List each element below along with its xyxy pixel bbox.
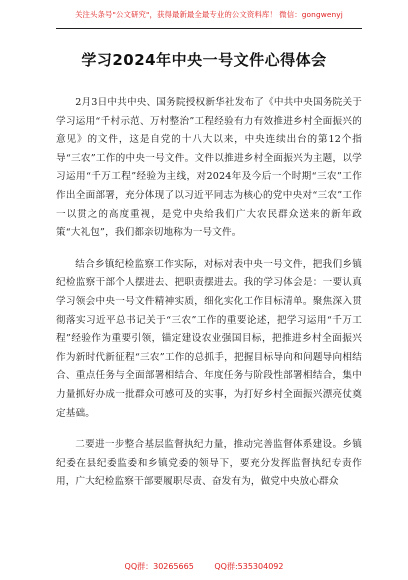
- header-notice: 关注头条号"公文研究"，获得最新最全最专业的公文资料库！ 微信：gongwenyj: [75, 10, 343, 19]
- footer: [0, 561, 408, 572]
- footer-qq-group-1: QQ群：30265665: [124, 562, 194, 571]
- paragraph-2: 结合乡镇纪检监察工作实际，对标对表中央一号文件，把我们乡镇纪检监察干部个人摆进去、把职责摆进去。我的学习体会是：一要认真学习领会中央一号文件精神实质，细化实化工作目标清单。聚焦深入贯彻落实习近平总书记关于“三农”工作的重要论述，把学习运用“千万工程”经验作为重要引领，锚定建设农业强国目标，把推进乡村全面振兴作为新时代新征程“三农”工作的总抓手，把握目标导向和问题导向相结合、重点任务与全面部署相结合、年度任务与阶段性部署相结合，集中力量抓好办成一批群众可感可及的实事，为打好乡村全面振兴漂亮仗奠定基础。: [56, 258, 362, 419]
- document-title: 学习2024年中央一号文件心得体会: [81, 51, 327, 69]
- footer-qq-group-2: QQ群:535304092: [214, 562, 284, 571]
- document-body: [56, 94, 362, 505]
- header-bar: [56, 6, 362, 29]
- paragraph-3: 二要进一步整合基层监督执纪力量，推动完善监督体系建设。乡镇纪委在县纪委监委和乡镇党委的领导下，要充分发挥监督执纪专责作用，广大纪检监察干部要履职尽责、奋发有为，做党中央放心群众: [56, 439, 362, 488]
- paragraph-1: 2月3日中共中央、国务院授权新华社发布了《中共中央国务院关于学习运用“千村示范、万村整治”工程经验有力有效推进乡村全面振兴的意见》的文件，这是自党的十八大以来，中央连续出台的第12个指导“三农”工作的中央一号文件。文件以推进乡村全面振兴为主题，以学习运用“千万工程”经验为主线，对2024年及今后一个时期“三农”工作作出全面部署，充分体现了以习近平同志为核心的党中央对“三农”工作一以贯之的高度重视，是党中央给我们广大农民群众送来的新年政策“大礼包”，我们都亲切地称为一号文件。: [56, 97, 362, 239]
